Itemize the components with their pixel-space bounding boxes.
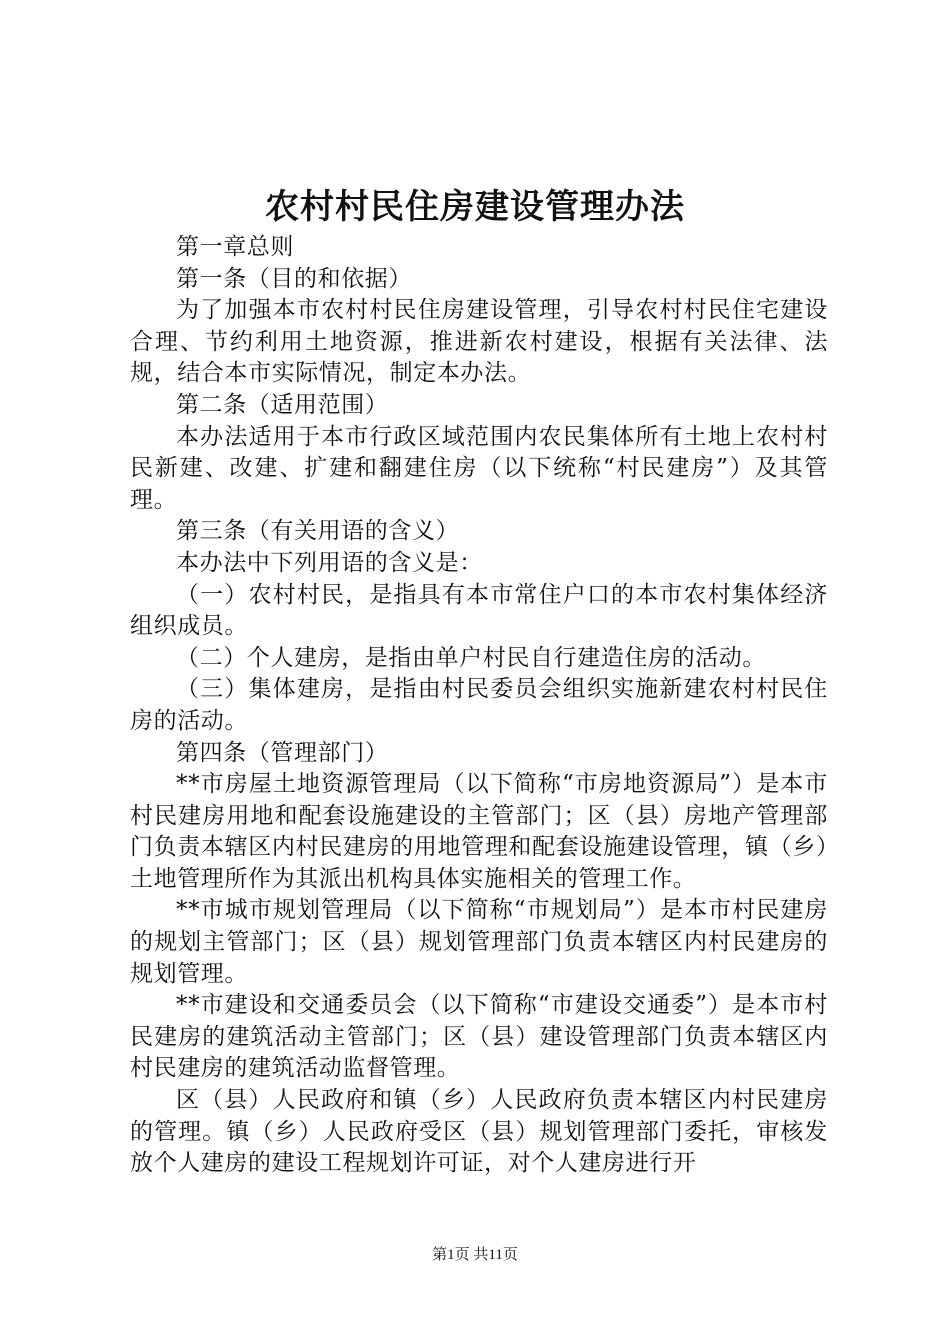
article-heading: 第一条（目的和依据） [176, 265, 412, 292]
paragraph: 本办法适用于本市行政区域范围内农民集体所有土地上农村村民新建、改建、扩建和翻建住房（以下统称“村民建房”）及其管理。 [130, 423, 828, 513]
chapter-heading: 第一章总则 [176, 234, 294, 260]
paragraph: 为了加强本市农村村民住房建设管理，引导农村村民住宅建设合理、节约利用土地资源，推进新农村建设，根据有关法律、法规，结合本市实际情况，制定本办法。 [130, 297, 828, 387]
document-title: 农村村民住房建设管理办法 [265, 187, 685, 227]
paragraph: （二）个人建房，是指由单户村民自行建造住房的活动。 [176, 644, 766, 671]
article-heading: 第三条（有关用语的含义） [176, 518, 460, 545]
article-heading: 第四条（管理部门） [176, 739, 389, 766]
paragraph: （一）农村村民，是指具有本市常住户口的本市农村集体经济组织成员。 [130, 581, 828, 640]
paragraph: （三）集体建房，是指由村民委员会组织实施新建农村村民住房的活动。 [130, 676, 828, 734]
page-number-footer: 第1页 共11页 [432, 1247, 518, 1263]
paragraph: **市建设和交通委员会（以下简称“市建设交通委”）是本市村民建房的建筑活动主管部门；区（县）建设管理部门负责本辖区内村民建房的建筑活动监督管理。 [130, 992, 828, 1082]
article-heading: 第二条（适用范围） [176, 391, 389, 418]
paragraph: 本办法中下列用语的含义是： [176, 549, 483, 576]
document-body [130, 232, 828, 1180]
paragraph: **市城市规划管理局（以下简称“市规划局”）是本市村民建房的规划主管部门；区（县）规划管理部门负责本辖区内村民建房的规划管理。 [130, 897, 828, 987]
paragraph: 区（县）人民政府和镇（乡）人民政府负责本辖区内村民建房的管理。镇（乡）人民政府受区（县）规划管理部门委托，审核发放个人建房的建设工程规划许可证，对个人建房进行开 [130, 1087, 828, 1177]
paragraph: **市房屋土地资源管理局（以下简称“市房地资源局”）是本市村民建房用地和配套设施建设的主管部门；区（县）房地产管理部门负责本辖区内村民建房的用地管理和配套设施建设管理，镇（乡）土地管理所作为其派出机构具体实施相关的管理工作。 [130, 771, 828, 892]
